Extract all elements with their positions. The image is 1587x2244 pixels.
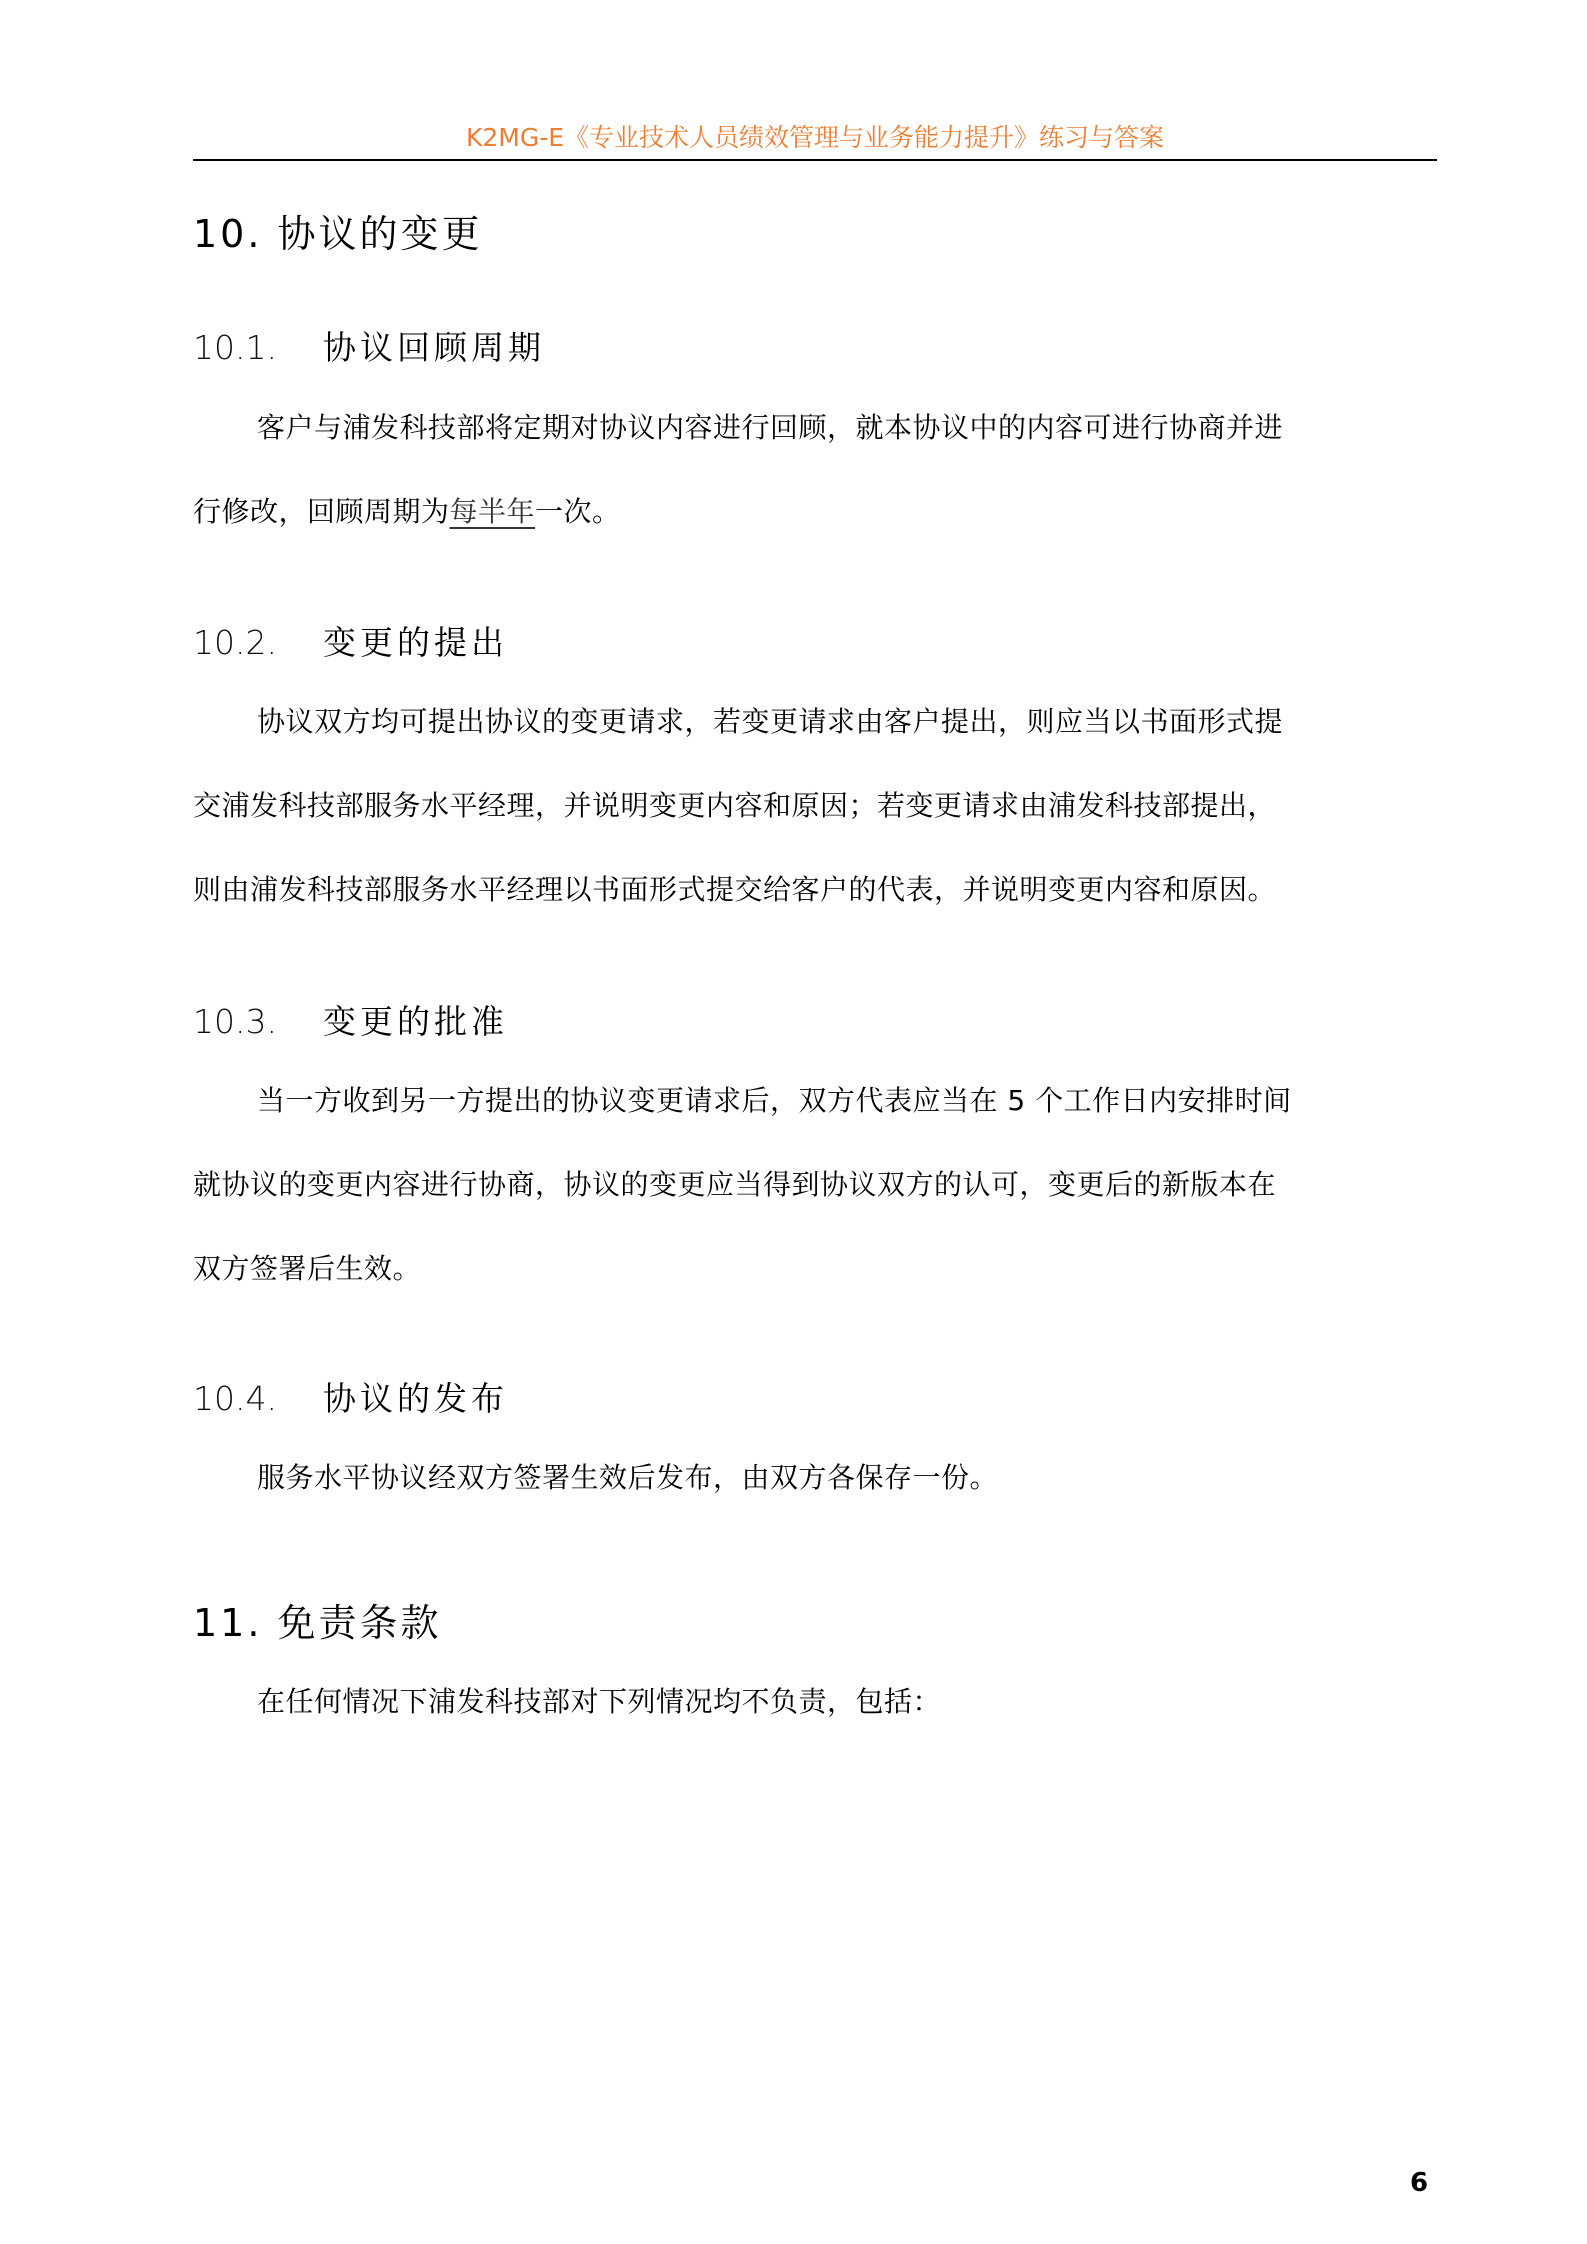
paragraph-11 <box>193 1660 1423 1744</box>
header-divider <box>193 159 1437 161</box>
paragraph-line: 交浦发科技部服务水平经理，并说明变更内容和原因；若变更请求由浦发科技部提出， <box>193 789 1277 822</box>
page-header-title: K2MG-E《专业技术人员绩效管理与业务能力提升》练习与答案 <box>465 123 1165 152</box>
paragraph-line: 客户与浦发科技部将定期对协议内容进行回顾，就本协议中的内容可进行协商并进 <box>257 411 1284 444</box>
paragraph-10-1 <box>193 386 1423 554</box>
page-number: 6 <box>1410 2168 1429 2198</box>
paragraph-line: 双方签署后生效。 <box>193 1252 422 1285</box>
subsection-title: 变更的批准 <box>323 1002 508 1041</box>
text-run: 行修改，回顾周期为 <box>193 495 450 528</box>
subsection-heading-10-4 <box>193 1373 508 1420</box>
underlined-value: 每半年 <box>449 495 536 528</box>
paragraph-line <box>193 470 1423 554</box>
paragraph-line: 就协议的变更内容进行协商，协议的变更应当得到协议双方的认可，变更后的新版本在 <box>193 1168 1277 1201</box>
paragraph-line: 则由浦发科技部服务水平经理以书面形式提交给客户的代表，并说明变更内容和原因。 <box>193 873 1277 906</box>
paragraph-line: 服务水平协议经双方签署生效后发布，由双方各保存一份。 <box>257 1461 999 1494</box>
subsection-heading-10-2 <box>193 617 508 664</box>
paragraph-line: 协议双方均可提出协议的变更请求，若变更请求由客户提出，则应当以书面形式提 <box>257 705 1284 738</box>
subsection-title: 协议的发布 <box>323 1379 508 1418</box>
text-run: 一次。 <box>535 495 621 528</box>
paragraph-10-4 <box>193 1436 1423 1520</box>
subsection-number: 10.1. <box>193 328 277 367</box>
subsection-heading-10-1 <box>193 322 545 369</box>
paragraph-10-3 <box>193 1059 1423 1311</box>
paragraph-line: 在任何情况下浦发科技部对下列情况均不负责，包括： <box>257 1685 942 1718</box>
paragraph-10-2 <box>193 680 1423 932</box>
subsection-title: 变更的提出 <box>323 623 508 662</box>
subsection-number: 10.2. <box>193 623 277 662</box>
subsection-number: 10.4. <box>193 1379 277 1418</box>
section-heading-10: 10. 协议的变更 <box>193 212 483 256</box>
subsection-title: 协议回顾周期 <box>323 328 545 367</box>
subsection-number: 10.3. <box>193 1002 277 1041</box>
paragraph-line: 当一方收到另一方提出的协议变更请求后，双方代表应当在 5 个工作日内安排时间 <box>257 1084 1292 1117</box>
section-heading-11: 11. 免责条款 <box>193 1601 442 1645</box>
subsection-heading-10-3 <box>193 996 508 1043</box>
